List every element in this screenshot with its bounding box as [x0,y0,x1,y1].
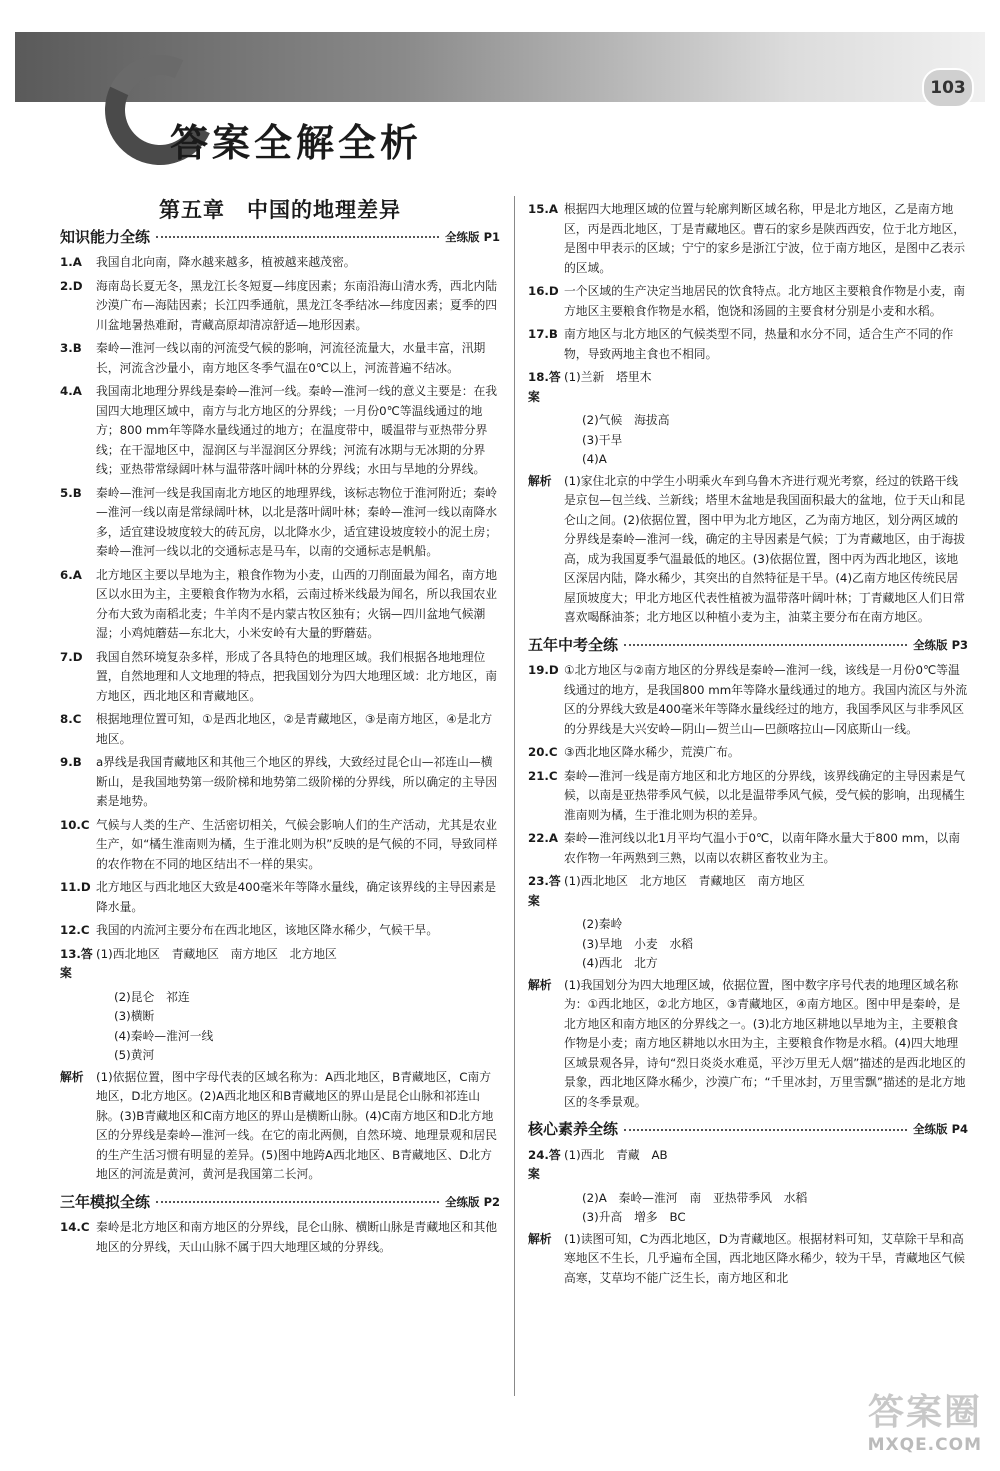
answer-item [528,368,968,407]
answer-number: 7.D [60,649,83,664]
answer-number: 2.D [60,278,83,293]
sub-answer: (3)干旱 [582,432,623,447]
answer-list [528,1146,968,1185]
answer-text: 秦岭—淮河一线是我国南北方地区的地理界线，该标志物位于淮河附近；秦岭—淮河一线以南是常绿阔叶林，以北是落叶阔叶林；秦岭—淮河一线以南降水多，适宜建设坡度较大的砖瓦房，以北降水少，适宜建设坡度较小的泥土房；秦岭—淮河一线以北的交通标志是马车，以南的交通标志是帆船。 [96,485,498,558]
answer-text: 秦岭—淮河一线以南的河流受气候的影响，河流径流量大，水量丰富，汛期长，河流含沙量小，南方地区冬季气温在0℃以上，河流普遍不结冰。 [96,341,486,375]
section-header [528,636,968,656]
answer-list [528,200,968,407]
answer-number: 18.答案 [528,370,561,404]
section-header [60,228,500,248]
explanation [528,1230,968,1289]
answer-list [528,661,968,911]
watermark-logo: 答案圈 [867,1392,982,1433]
column-divider [514,196,515,1396]
explanation-text: (1)家住北京的中学生小明乘火车到乌鲁木齐进行观光考察，经过的铁路干线是京包—包兰线、兰新线；塔里木盆地是我国面积最大的盆地，位于天山和昆仑山之间。(2)依据位置，图中甲为北方地区，乙为南方地区，划分两区域的分界线是秦岭—淮河一线，确定的主导因素是气候；丁为青藏地区，由于海拔高，成为我国夏季气温最低的地区。(3)依据位置，图中丙为西北地区，该地区深居内陆，降水稀少，其突出的自然特征是干旱。(4)乙南方地区传统民居屋顶坡度大；甲北方地区代表性植被为温带落叶阔叶林；丁青藏地区人们日常喜欢喝酥油茶；北方地区以种植小麦为主，油菜主要分布在南方地区。 [564,473,966,624]
answer-item [60,253,500,273]
sub-answer: (2)A 秦岭—淮河 南 亚热带季风 水稻 [582,1190,808,1205]
explanation-label: 解析 [528,977,552,992]
answer-text: 秦岭是北方地区和南方地区的分界线，昆仑山脉、横断山脉是青藏地区和其他地区的分界线，天山山脉不属于四大地理区域的分界线。 [96,1220,498,1254]
answer-item [60,566,500,644]
answer-item [60,710,500,749]
page-number: 103 [922,68,974,108]
sub-answer: (2)秦岭 [582,917,623,931]
answer-number: 13.答案 [60,946,93,980]
explanation-label: 解析 [528,1231,552,1246]
answer-number: 10.C [60,817,90,832]
answer-item [528,282,968,321]
section-ref: 全练版 P1 [445,229,500,244]
answer-text: (1)兰新 塔里木 [564,370,652,384]
sub-answer: (3)升高 增多 BC [582,1210,686,1224]
answer-text: 北方地区与西北地区大致是400毫米年等降水量线，确定该界线的主导因素是降水量。 [96,880,497,914]
answer-number: 5.B [60,485,82,500]
answer-number: 17.B [528,327,558,341]
answer-number: 3.B [60,341,82,355]
sub-answer-list [528,915,968,974]
sub-answer: (2)气候 海拔高 [582,413,670,427]
answer-text: (1)西北地区 北方地区 青藏地区 南方地区 [564,874,805,888]
answer-text: ③西北地区降水稀少，荒漠广布。 [564,745,740,759]
answer-text: 北方地区主要以旱地为主，粮食作物为小麦，山西的刀削面最为闻名，南方地区以水田为主，主要粮食作物为水稻，云南过桥米线最为闻名，所以我国农业分布大致为南稻北麦；牛羊肉不是内蒙古牧区独有；火锅—四川盆地气候潮湿；小鸡炖蘑菇—东北大，小米安岭有大量的野蘑菇。 [96,567,498,640]
answer-number: 9.B [60,755,82,769]
answer-item [60,339,500,378]
answer-text: 海南岛长夏无冬，黑龙江长冬短夏—纬度因素；东南沿海山清水秀，西北内陆沙漠广布—海陆因素；长江四季通航，黑龙江冬季结冰—纬度因素；夏季的四川盆地暑热难耐，青藏高原却清凉舒适—地形因素。 [96,278,498,332]
answer-item [528,767,968,826]
sub-answer: (3)旱地 小麦 水稻 [582,936,694,951]
chapter-title: 第五章 中国的地理差异 [159,197,401,222]
explanation-label: 解析 [528,473,552,488]
answer-item [528,200,968,278]
explanation [528,976,968,1113]
sub-answer: (4)西北 北方 [582,956,658,970]
answer-text: 一个区域的生产决定当地居民的饮食特点。北方地区主要粮食作物是小麦，南方地区主要粮食作物是水稻，饱饶和汤圆的主要食材分别是小麦和水稻。 [564,284,966,318]
answer-item [528,325,968,364]
answer-text: (1)西北 青藏 AB [564,1147,668,1162]
answer-item [528,872,968,911]
section-header [528,1120,968,1140]
explanation-label: 解析 [60,1069,84,1084]
answer-text: 我国南北地理分界线是秦岭—淮河一线。秦岭—淮河一线的意义主要是：在我国四大地理区域中，南方与北方地区的分界线；一月份0℃等温线通过的地方；800 mm年等降水量线通过的地方；在温度带中，暖温带与亚热带分界线；在干湿地区中，湿润区与半湿润区分界线；河流有冰期与无冰期的分界线；亚热带常绿阔叶林与温带落叶阔叶林的分界线；水田与旱地的分界线。 [96,384,498,476]
section-leader [156,1201,439,1203]
sub-answer: (4)秦岭—淮河一线 [114,1028,214,1043]
answer-item [60,648,500,707]
answer-text: ①北方地区与②南方地区的分界线是秦岭—淮河一线，该线是一月份0℃等温线通过的地方，是我国800 mm年等降水量线通过的地方。我国内流区与外流区的分界线大致是400毫米年等降水量线经过的地方，我国季风区与非季风区的分界线是大兴安岭—阴山—贺兰山—巴颜喀拉山—冈底斯山一线。 [564,663,968,736]
answer-item [528,829,968,868]
answer-text: 秦岭—淮河一线是南方地区和北方地区的分界线，该界线确定的主导因素是气候，以南是亚热带季风气候，以北是温带季风气候，受气候的影响，出现橘生淮南则为橘，生于淮北则为枳的差异。 [564,768,966,822]
answer-item [60,382,500,480]
section-name: 三年模拟全练 [60,1192,151,1211]
answer-number: 20.C [528,745,558,759]
answer-item [60,878,500,917]
page-title: 答案全解全析 [170,121,423,165]
explanation-text: (1)读图可知，C为西北地区，D为青藏地区。根据材料可知，艾草除干旱和高寒地区不生长，几乎遍布全国，西北地区降水稀少，较为干旱，青藏地区气候高寒，艾草均不能广泛生长，南方地区和北 [564,1231,966,1285]
watermark [832,1391,982,1461]
explanation [528,472,968,628]
sub-answer: (5)黄河 [114,1048,155,1062]
answer-number: 8.C [60,712,82,726]
answer-item [60,753,500,812]
sub-answer: (2)昆仑 祁连 [114,989,190,1004]
answer-number: 12.C [60,923,90,937]
answer-number: 24.答案 [528,1147,561,1181]
watermark-url: MXQE.COM [867,1435,982,1455]
section-leader [624,644,907,646]
answer-text: 南方地区与北方地区的气候类型不同，热量和水分不同，适合生产不同的作物，导致两地主食也不相同。 [564,327,954,361]
section-ref: 全练版 P2 [445,1194,500,1209]
sub-answer: (4)A [582,452,607,466]
explanation-text: (1)依据位置，图中字母代表的区域名称为：A西北地区，B青藏地区，C南方地区，D北方地区。(2)A西北地区和B青藏地区的界山是昆仑山脉和祁连山脉。(3)B青藏地区和C南方地区的界山是横断山脉。(4)C南方地区和D北方地区的分界线是秦岭—淮河一线。在它的南北两侧，自然环境、地理景观和居民的生产生活习惯有明显的差异。(5)图中地跨A西北地区、B青藏地区、D北方地区的河流是黄河，黄河是我国第二长河。 [96,1069,498,1181]
answer-item [60,484,500,562]
answer-item [60,1218,500,1257]
section-name: 知识能力全练 [60,227,151,246]
answer-number: 1.A [60,255,82,269]
answer-text: 根据地理位置可知，①是西北地区，②是青藏地区，③是南方地区，④是北方地区。 [96,712,493,746]
answer-text: 我国自然环境复杂多样，形成了各具特色的地理区域。我们根据各地地理位置，自然地理和人文地理的特点，把我国划分为四大地理区域：北方地区，南方地区，西北地区和青藏地区。 [96,649,498,703]
answer-item [528,1146,968,1185]
section-name: 五年中考全练 [528,635,619,654]
answer-text: 根据四大地理区域的位置与轮廓判断区域名称，甲是北方地区，乙是南方地区，丙是西北地区，丁是青藏地区。曹石的家乡是陕西西安，位于北方地区，是图中甲表示的区域；宁宁的家乡是浙江宁波，位于南方地区，是图中乙表示的区域。 [564,202,966,275]
sub-answer-list [528,411,968,470]
answer-item [60,945,500,984]
answer-item [528,661,968,739]
answer-item [60,277,500,336]
answer-number: 23.答案 [528,874,561,908]
right-column [528,200,968,1292]
answer-number: 6.A [60,567,82,582]
left-column [60,197,500,1261]
sub-answer: (3)横断 [114,1009,155,1023]
section-ref: 全练版 P4 [913,1122,968,1136]
answer-item [528,743,968,763]
answer-number: 22.A [528,831,559,845]
answer-item [60,816,500,875]
answer-text: 秦岭—淮河线以北1月平均气温小于0℃，以南年降水量大于800 mm，以南农作物一年两熟到三熟，以南以农耕区畜牧业为主。 [564,831,961,865]
section-name: 核心素养全练 [528,1120,619,1138]
answer-list [60,1218,500,1257]
answer-number: 16.D [528,284,559,298]
answer-text: 我国自北向南，降水越来越多，植被越来越茂密。 [96,255,356,269]
section-header [60,1193,500,1213]
section-leader [624,1129,907,1131]
sub-answer-list [528,1189,968,1228]
answer-list [60,253,500,984]
answer-number: 4.A [60,384,82,398]
section-leader [156,236,439,238]
answer-text: a界线是我国青藏地区和其他三个地区的界线，大致经过昆仑山—祁连山—横断山，是我国地势第一级阶梯和地势第二级阶梯的分界线，所以确定的主导因素是地势。 [96,755,498,808]
answer-item [60,921,500,941]
section-ref: 全练版 P3 [913,637,968,652]
answer-text: 气候与人类的生产、生活密切相关，气候会影响人们的生产活动，尤其是农业生产，如“橘生淮南则为橘，生于淮北则为枳”反映的是气候的不同，导致同样的农作物在不同的地区结出不一样的果实。 [96,817,498,871]
answer-text: (1)西北地区 青藏地区 南方地区 北方地区 [96,946,337,961]
answer-number: 15.A [528,202,559,216]
explanation [60,1068,500,1185]
answer-number: 11.D [60,880,91,894]
answer-number: 21.C [528,768,558,783]
answer-number: 19.D [528,663,559,677]
answer-text: 我国的内流河主要分布在西北地区，该地区降水稀少，气候干旱。 [96,923,439,937]
sub-answer-list [60,988,500,1066]
answer-number: 14.C [60,1220,90,1234]
explanation-text: (1)我国划分为四大地理区域，依据位置，图中数字序号代表的地理区域名称为：①西北地区，②北方地区，③青藏地区，④南方地区。图中甲是秦岭，是北方地区和南方地区的分界线之一。(3)北方地区耕地以旱地为主，主要粮食作物是小麦；南方地区耕地以水田为主，主要粮食作物是水稻。(4)四大地理区域景观各异，诗句“烈日炎炎水难觅，平沙万里无人烟”描述的是西北地区的景象，西北地区降水稀少，沙漠广布；“千里冰封，万里雪飘”描述的是北方地区的冬季景观。 [564,977,966,1109]
